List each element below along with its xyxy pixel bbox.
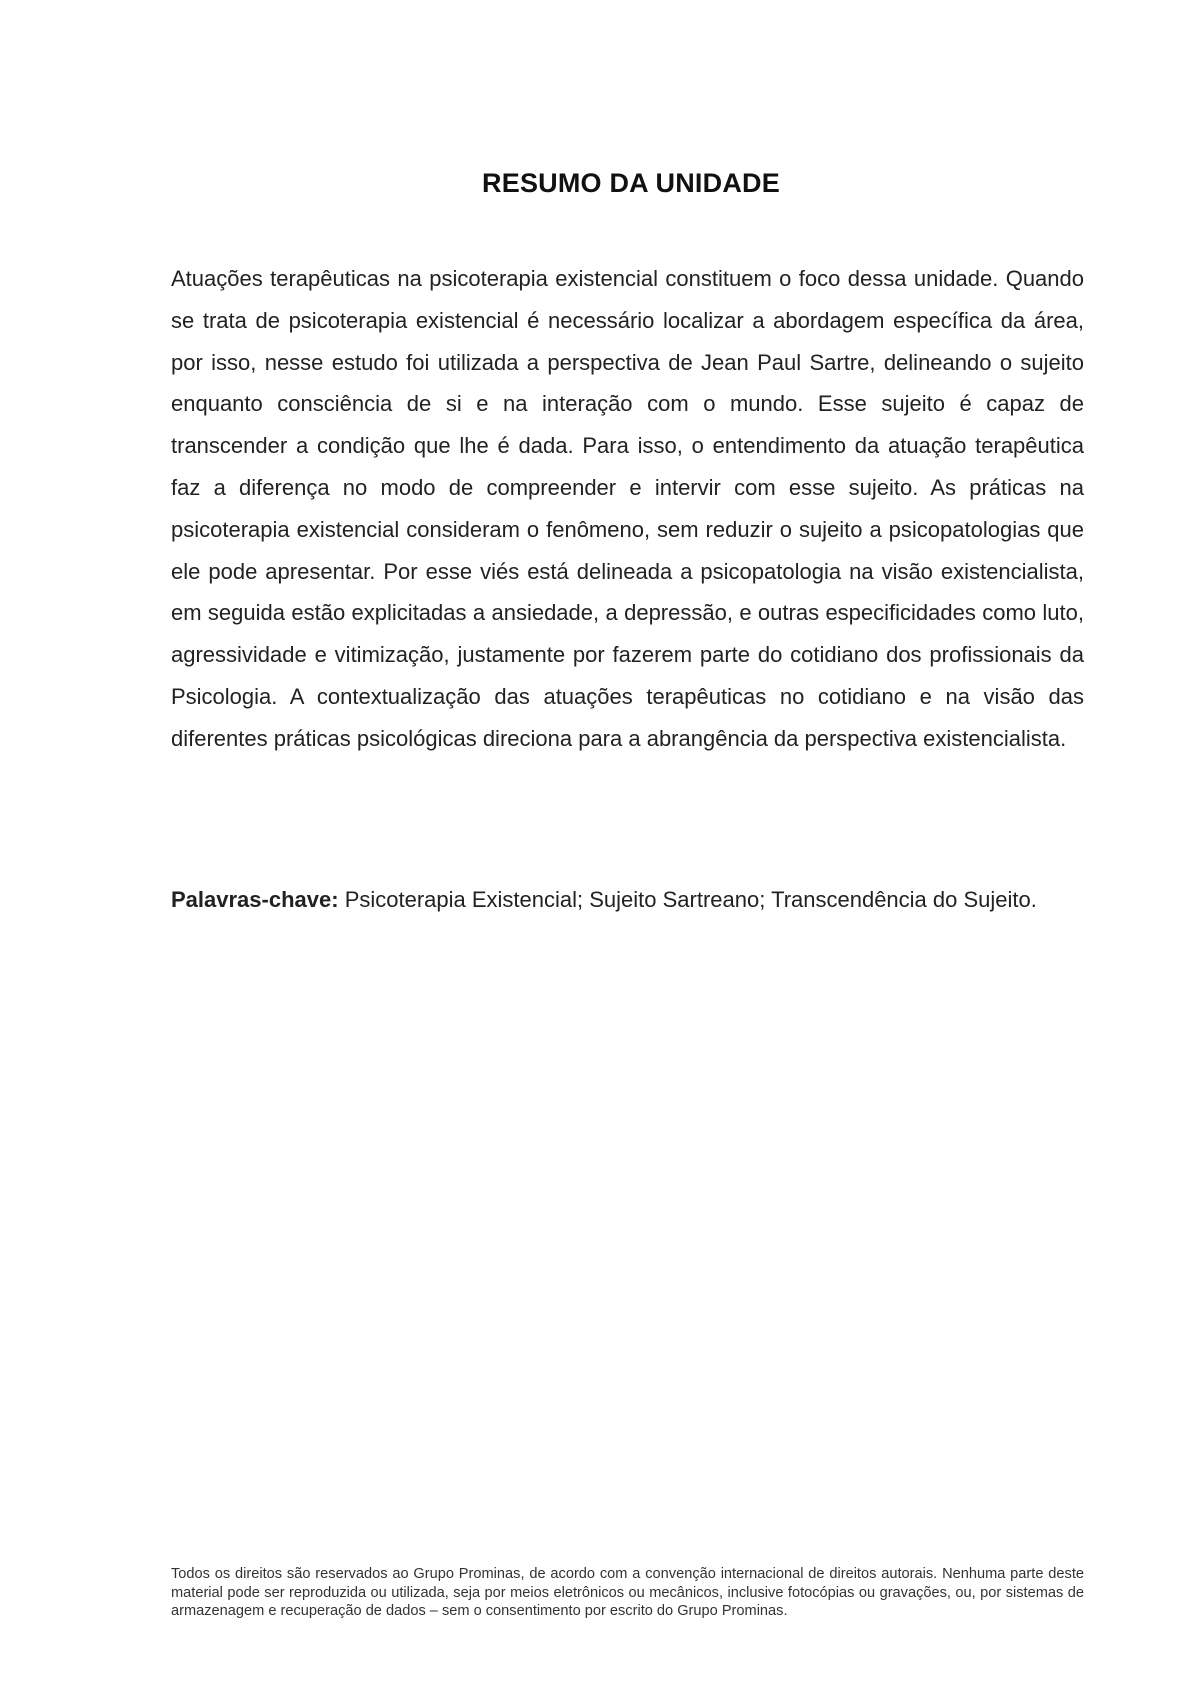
- copyright-footer: Todos os direitos são reservados ao Grupo Prominas, de acordo com a convenção internacional de direitos autorais. Nenhuma parte deste material pode ser reproduzida ou utilizada, seja por meios eletrônicos ou mecânicos, inclusive fotocópias ou gravações, ou, por sistemas de armazenagem e recuperação de dados – sem o consentimento por escrito do Grupo Prominas.: [171, 1566, 1084, 1619]
- page-title: RESUMO DA UNIDADE: [482, 168, 780, 198]
- keywords-text: Psicoterapia Existencial; Sujeito Sartreano; Transcendência do Sujeito.: [344, 887, 1037, 912]
- abstract-paragraph: Atuações terapêuticas na psicoterapia existencial constituem o foco dessa unidade. Quando se trata de psicoterapia existencial é necessário localizar a abordagem específica da área, por isso, nesse estudo foi utilizada a perspectiva de Jean Paul Sartre, delineando o sujeito enquanto consciência de si e na interação com o mundo. Esse sujeito é capaz de transcender a condição que lhe é dada. Para isso, o entendimento da atuação terapêutica faz a diferença no modo de compreender e intervir com esse sujeito. As práticas na psicoterapia existencial consideram o fenômeno, sem reduzir o sujeito a psicopatologias que ele pode apresentar. Por esse viés está delineada a psicopatologia na visão existencialista, em seguida estão explicitadas a ansiedade, a depressão, e outras especificidades como luto, agressividade e vitimização, justamente por fazerem parte do cotidiano dos profissionais da Psicologia. A contextualização das atuações terapêuticas no cotidiano e na visão das diferentes práticas psicológicas direciona para a abrangência da perspectiva existencialista.: [171, 266, 1084, 751]
- keywords-paragraph: [171, 879, 1084, 921]
- keywords-label: Palavras-chave:: [171, 887, 339, 912]
